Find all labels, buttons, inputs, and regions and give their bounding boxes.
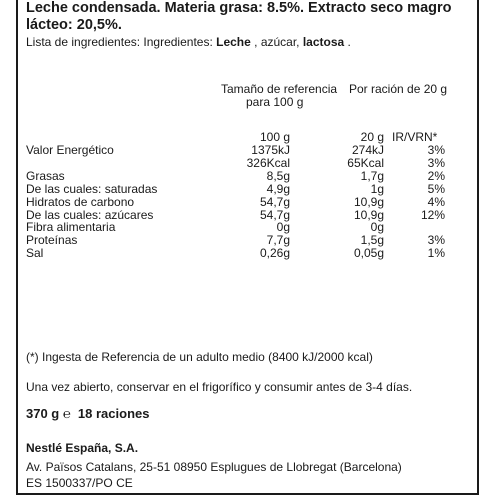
value-per-100g: 54,7g: [259, 207, 290, 222]
nutrient-label: Proteínas: [26, 233, 78, 248]
value-per-100g: 4,9g: [266, 181, 290, 196]
product-title-line2: lácteo: 20,5%.: [26, 17, 122, 33]
value-ir-vrn: 3%: [427, 143, 445, 157]
nutrient-label: De las cuales: saturadas: [26, 181, 158, 196]
nutrient-label: Grasas: [26, 168, 65, 183]
nutrient-label: Hidratos de carbono: [26, 194, 135, 209]
value-ir-vrn: 5%: [427, 181, 445, 196]
net-weight: [26, 406, 149, 421]
ingredient-lactose: lactosa: [302, 35, 345, 49]
value-per-100g: 0,26g: [259, 246, 290, 261]
nutrient-label: Sal: [26, 246, 44, 261]
header-reference-size: Tamaño de referencia: [221, 82, 338, 96]
nutrient-label: De las cuales: azúcares: [26, 207, 154, 222]
value-per-serving: 274kJ: [351, 143, 384, 157]
unit-ir-vrn: IR/VRN*: [392, 130, 438, 144]
value-ir-vrn: 3%: [427, 155, 445, 170]
estimated-sign-icon: ℮: [62, 406, 71, 421]
registry-number: ES 1500337/PO CE: [26, 476, 133, 490]
company-name: Nestlé España, S.A.: [26, 441, 139, 455]
value-per-serving: 0,05g: [353, 246, 384, 261]
value-ir-vrn: 3%: [427, 233, 445, 248]
header-per-serving: Por ración de 20 g: [349, 82, 448, 96]
value-per-serving: 65Kcal: [347, 155, 384, 170]
company-address: Av. Països Catalans, 25-51 08950 Esplugues de Llobregat (Barcelona): [26, 460, 402, 474]
value-per-100g: 0g: [276, 220, 290, 235]
value-ir-vrn: 2%: [427, 168, 445, 183]
value-per-100g: 8,5g: [266, 168, 290, 183]
value-per-serving: 10,9g: [353, 207, 384, 222]
nutrient-label: Fibra alimentaria: [26, 220, 116, 235]
unit-100g: 100 g: [259, 130, 290, 144]
value-ir-vrn: 12%: [420, 207, 445, 222]
nutrient-label: Valor Energético: [26, 143, 114, 157]
value-ir-vrn: 1%: [427, 246, 445, 261]
header-per-100g: para 100 g: [246, 95, 304, 109]
product-title-line1: Leche condensada. Materia grasa: 8.5%. Extracto seco magro: [26, 0, 452, 16]
footnote: (*) Ingesta de Referencia de un adulto medio (8400 kJ/2000 kcal): [26, 350, 373, 364]
value-per-serving: 10,9g: [353, 194, 384, 209]
storage-instructions: Una vez abierto, conservar en el frigorífico y consumir antes de 3-4 días.: [26, 380, 413, 394]
value-per-100g: 1375kJ: [251, 143, 290, 157]
value-per-100g: 7,7g: [266, 233, 290, 248]
value-ir-vrn: 4%: [427, 194, 445, 209]
ingredient-milk: Leche: [216, 35, 251, 49]
value-per-serving: 1,5g: [360, 233, 384, 248]
ingredients-list: [26, 35, 351, 49]
value-per-100g: 54,7g: [259, 194, 290, 209]
weight-amount: 370 g: [26, 406, 60, 421]
ingredients-prefix: Lista de ingredientes: Ingredientes:: [26, 35, 217, 49]
ingredients-separator: , azúcar,: [250, 35, 303, 49]
portions: 18 raciones: [77, 406, 150, 421]
ingredients-suffix: .: [344, 35, 351, 49]
unit-20g: 20 g: [360, 130, 384, 144]
value-per-serving: 1,7g: [360, 168, 384, 183]
value-per-serving: 0g: [370, 220, 384, 235]
value-per-serving: 1g: [370, 181, 384, 196]
value-per-100g: 326Kcal: [246, 155, 290, 170]
